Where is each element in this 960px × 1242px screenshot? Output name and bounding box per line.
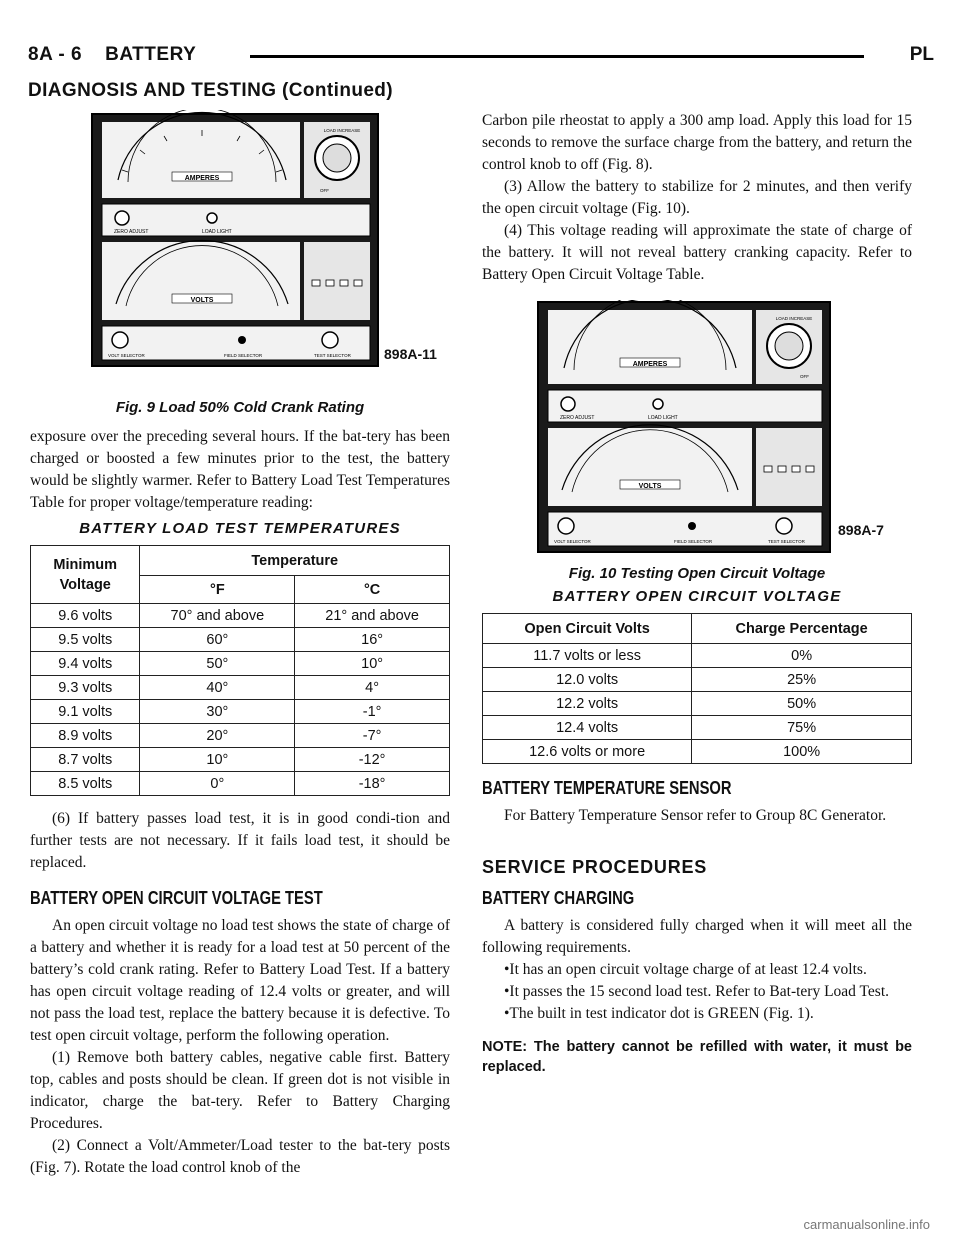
right-column bbox=[482, 110, 912, 1077]
field-selector-label: FIELD SELECTOR bbox=[224, 353, 263, 358]
table-row: 8.9 volts 20° -7° bbox=[31, 724, 450, 748]
figure-9-caption: Fig. 9 Load 50% Cold Crank Rating bbox=[115, 399, 365, 416]
zero-adjust-label: ZERO ADJUST bbox=[560, 415, 595, 421]
paragraph: exposure over the preceding several hours. If the bat-tery has been charged or boosted a few minutes prior to the test, the battery would be slightly warmer. Refer to Battery Load Test Temperatures Table for proper voltage/temperature reading: bbox=[30, 428, 450, 511]
col-header-charge: Charge Percentage bbox=[692, 614, 912, 644]
paragraph: (2) Connect a Volt/Ammeter/Load tester to the bat-tery posts (Fig. 7). Rotate the load control knob of the bbox=[30, 1137, 450, 1176]
watermark-footer: carmanualsonline.info bbox=[803, 1217, 930, 1232]
col-header-min-voltage: Minimum Voltage bbox=[31, 546, 140, 604]
figure-9-code: 898A-11 bbox=[384, 346, 437, 362]
col-header-ocv: Open Circuit Volts bbox=[483, 614, 692, 644]
load-light-label: LOAD LIGHT bbox=[202, 229, 232, 235]
paragraph: (3) Allow the battery to stabilize for 2 minutes, and then verify the open circuit voltage (Fig. 10). bbox=[482, 178, 912, 217]
paragraph: (1) Remove both battery cables, negative cable first. Battery top, cables and posts should be clean. If green dot is not visible in indicator, charge the bat-tery. Refer to Battery Charging Procedures. bbox=[30, 1049, 450, 1132]
col-header-c: °C bbox=[295, 576, 450, 604]
volt-selector-label: VOLT SELECTOR bbox=[554, 539, 591, 544]
table-row: 12.0 volts 25% bbox=[483, 668, 912, 692]
field-selector-label: FIELD SELECTOR bbox=[674, 539, 713, 544]
col-header-f: °F bbox=[140, 576, 295, 604]
table-row: 12.2 volts 50% bbox=[483, 692, 912, 716]
table-row: 9.1 volts 30° -1° bbox=[31, 700, 450, 724]
heading-battery-charging: BATTERY CHARGING bbox=[482, 888, 635, 908]
test-selector-label: TEST SELECTOR bbox=[314, 353, 351, 358]
temp-table-title: BATTERY LOAD TEST TEMPERATURES bbox=[79, 520, 401, 537]
heading-service-procedures: SERVICE PROCEDURES bbox=[482, 857, 708, 877]
volts-label: VOLTS bbox=[190, 297, 214, 304]
off-label: OFF bbox=[320, 188, 329, 193]
zero-adjust-label: ZERO ADJUST bbox=[114, 229, 149, 235]
volts-label: VOLTS bbox=[638, 483, 662, 490]
note: NOTE: The battery cannot be refilled with water, it must be replaced. bbox=[482, 1039, 912, 1075]
paragraph: An open circuit voltage no load test shows the state of charge of a battery and whether it is ready for a load test at 50 percent of the battery’s cold crank rating. Refer to Battery Load Test. If a battery has open circuit voltage reading of 12.4 volts or greater, and will not pass the load test, replace the battery because it is defective. To test open circuit voltage, perform the following operation. bbox=[30, 917, 450, 1044]
table-row: 12.4 volts 75% bbox=[483, 716, 912, 740]
test-selector-label: TEST SELECTOR bbox=[768, 539, 805, 544]
paragraph: For Battery Temperature Sensor refer to Group 8C Generator. bbox=[504, 807, 887, 824]
page-header bbox=[28, 44, 934, 74]
table-row: 9.6 volts 70° and above 21° and above bbox=[31, 604, 450, 628]
col-header-temperature: Temperature bbox=[140, 546, 450, 576]
section-subhead: DIAGNOSIS AND TESTING (Continued) bbox=[28, 80, 394, 101]
table-row: 12.6 volts or more 100% bbox=[483, 740, 912, 764]
figure-10 bbox=[482, 300, 912, 582]
paragraph: (4) This voltage reading will approximate the state of charge of the battery. It will not reveal battery cranking capacity. Refer to Battery Open Circuit Voltage Table. bbox=[482, 222, 912, 283]
left-column bbox=[30, 110, 450, 1179]
load-increase-label: LOAD INCREASE bbox=[775, 316, 813, 321]
load-increase-label: LOAD INCREASE bbox=[323, 128, 361, 133]
header-rule bbox=[250, 55, 864, 58]
table-row: 8.7 volts 10° -12° bbox=[31, 748, 450, 772]
table-row: 9.5 volts 60° 16° bbox=[31, 628, 450, 652]
table-row: 9.4 volts 50° 10° bbox=[31, 652, 450, 676]
bullet-item: •The built in test indicator dot is GREEN (Fig. 1). bbox=[504, 1005, 814, 1022]
load-light-label: LOAD LIGHT bbox=[648, 415, 678, 421]
amperes-label: AMPERES bbox=[184, 175, 220, 182]
bullet-item: •It passes the 15 second load test. Refer to Bat-tery Load Test. bbox=[504, 983, 889, 1000]
figure-10-code: 898A-7 bbox=[838, 522, 884, 538]
paragraph: A battery is considered fully charged when it will meet all the following requirements. bbox=[482, 917, 912, 956]
amperes-label: AMPERES bbox=[632, 361, 668, 368]
ocv-table-title: BATTERY OPEN CIRCUIT VOLTAGE bbox=[552, 588, 842, 605]
paragraph: Carbon pile rheostat to apply a 300 amp load. Apply this load for 15 seconds to remove the surface charge from the battery, and return the control knob to off (Fig. 8). bbox=[482, 112, 912, 173]
table-row: 8.5 volts 0° -18° bbox=[31, 772, 450, 796]
paragraph: (6) If battery passes load test, it is in good condi-tion and further tests are not necessary. If it fails load test, it should be replaced. bbox=[30, 810, 450, 871]
figure-9 bbox=[30, 110, 450, 416]
table-row: 9.3 volts 40° 4° bbox=[31, 676, 450, 700]
table-row: 11.7 volts or less 0% bbox=[483, 644, 912, 668]
load-test-temperature-table bbox=[30, 545, 450, 796]
bullet-item: •It has an open circuit voltage charge of at least 12.4 volts. bbox=[504, 961, 867, 978]
open-circuit-voltage-table bbox=[482, 613, 912, 764]
figure-10-caption: Fig. 10 Testing Open Circuit Voltage bbox=[568, 565, 826, 582]
heading-temp-sensor: BATTERY TEMPERATURE SENSOR bbox=[482, 778, 732, 798]
heading-ocv-test: BATTERY OPEN CIRCUIT VOLTAGE TEST bbox=[30, 888, 323, 908]
header-section: 8A - 6 BATTERY bbox=[28, 44, 197, 65]
volt-selector-label: VOLT SELECTOR bbox=[108, 353, 145, 358]
header-model: PL bbox=[909, 44, 934, 65]
off-label: OFF bbox=[800, 374, 809, 379]
